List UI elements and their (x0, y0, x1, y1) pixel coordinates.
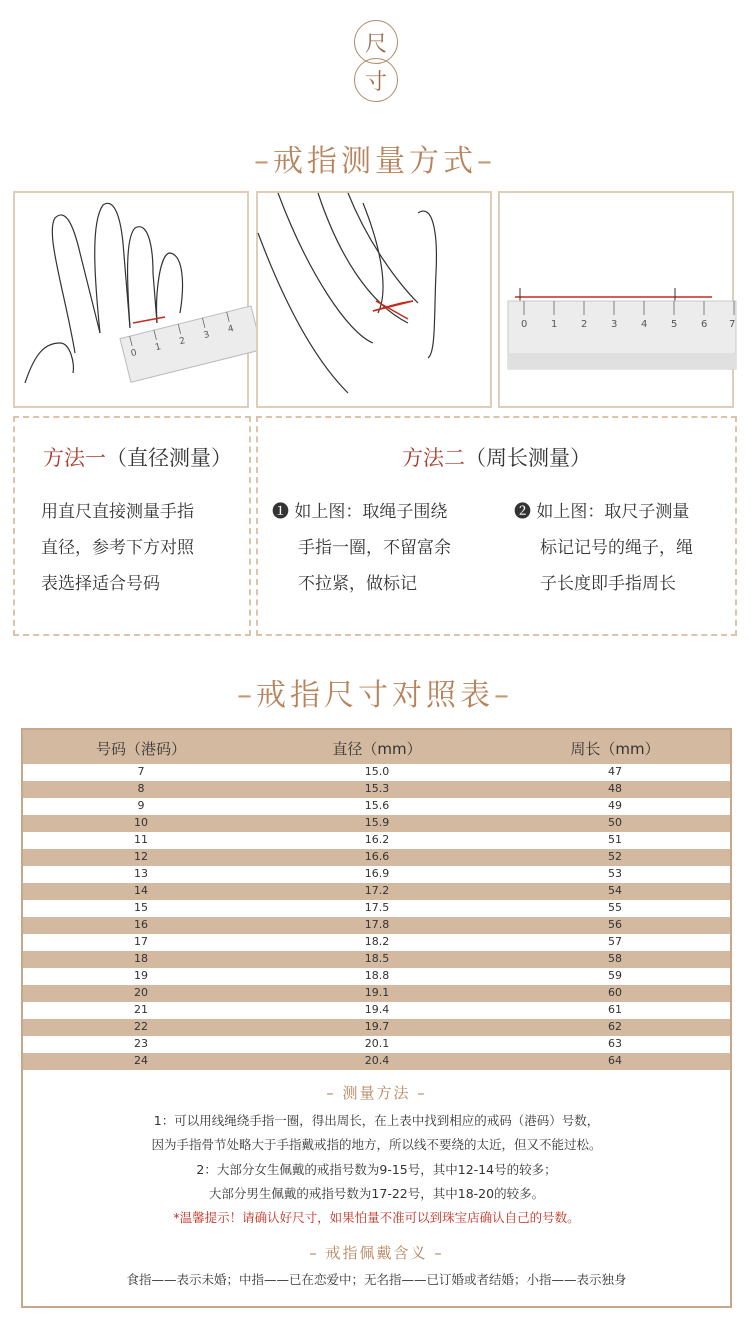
diameter-cell: 15.9 (364, 816, 390, 829)
method-one-text: 用直尺直接测量手指 直径，参考下方对照 表选择适合号码 (41, 502, 194, 594)
note-line-4: 大部分男生佩戴的戒指号数为17-22号，其中18-20的较多。 (208, 1186, 545, 1201)
size-cell: 21 (134, 1003, 148, 1016)
diameter-cell: 18.2 (364, 935, 390, 948)
table-row (23, 764, 730, 781)
ruler-b-tick-7: 7 (729, 319, 736, 330)
size-cell: 23 (134, 1037, 148, 1050)
table-row (23, 866, 730, 883)
diameter-cell: 17.5 (364, 901, 390, 914)
ruler-b-tick-5: 5 (671, 319, 678, 330)
size-cell: 11 (134, 833, 148, 846)
ruler-b-tick-6: 6 (701, 319, 708, 330)
circumference-cell: 60 (608, 986, 622, 999)
ruler-string-illustration (500, 193, 736, 410)
diameter-cell: 18.5 (364, 952, 390, 965)
table-row (23, 1002, 730, 1019)
circumference-cell: 57 (608, 935, 622, 948)
table-row (23, 1019, 730, 1036)
table-row (23, 832, 730, 849)
circumference-cell: 59 (608, 969, 622, 982)
size-cell: 15 (134, 901, 148, 914)
ruler-b-tick-4: 4 (641, 319, 648, 330)
size-cell: 13 (134, 867, 148, 880)
method-two-title: 方法二（周长测量） (402, 446, 591, 470)
diameter-cell: 17.2 (364, 884, 390, 897)
diameter-cell: 19.1 (364, 986, 390, 999)
circumference-cell: 51 (608, 833, 622, 846)
diameter-cell: 16.9 (364, 867, 390, 880)
size-cell: 18 (134, 952, 148, 965)
table-row (23, 968, 730, 985)
method-two-box (256, 416, 737, 636)
size-cell: 24 (134, 1054, 148, 1067)
circumference-cell: 64 (608, 1054, 622, 1067)
ring-meaning-text: 食指——表示未婚；中指——已在恋爱中；无名指——已订婚或者结婚；小指——表示独身 (126, 1272, 627, 1287)
diameter-cell: 15.3 (364, 782, 390, 795)
diameter-cell: 16.2 (364, 833, 390, 846)
method-two-step-1: ❶ 如上图：取绳子围绕 手指一圈，不留富余 不拉紧，做标记 (272, 502, 451, 594)
method-one-title: 方法一（直径测量） (43, 446, 232, 470)
note-line-3: 2：大部分女生佩戴的戒指号数为9-15号，其中12-14号的较多； (196, 1162, 557, 1177)
diameter-cell: 18.8 (364, 969, 390, 982)
warning-note: *温馨提示！请确认好尺寸，如果怕量不准可以到珠宝店确认自己的号数。 (173, 1210, 580, 1225)
size-chart-title: –戒指尺寸对照表– (237, 678, 513, 713)
illustration-ruler (498, 191, 734, 408)
table-header (23, 730, 730, 764)
step-1-number: ❶ (272, 502, 289, 522)
ring-meaning-title: – 戒指佩戴含义 – (309, 1244, 444, 1262)
size-cell: 17 (134, 935, 148, 948)
circumference-cell: 48 (608, 782, 622, 795)
ruler-a-tick-2: 2 (178, 336, 187, 348)
header-circumference: 周长（mm） (570, 740, 660, 758)
measure-method-title: –戒指测量方式– (254, 144, 496, 179)
finger-string-illustration (258, 193, 494, 410)
method-two-step-2: ❷ 如上图：取尺子测量 标记记号的绳子，绳 子长度即手指周长 (514, 502, 693, 594)
circumference-cell: 53 (608, 867, 622, 880)
diameter-cell: 15.6 (364, 799, 390, 812)
circumference-cell: 50 (608, 816, 622, 829)
ruler-a-tick-4: 4 (226, 323, 235, 336)
diameter-cell: 19.7 (364, 1020, 390, 1033)
circumference-cell: 61 (608, 1003, 622, 1016)
table-row (23, 985, 730, 1002)
ruler-b-tick-0: 0 (521, 319, 528, 330)
table-row (23, 1036, 730, 1053)
size-cell: 7 (137, 765, 145, 778)
table-row (23, 917, 730, 934)
hand-ruler-illustration (15, 193, 251, 410)
circumference-cell: 49 (608, 799, 622, 812)
header-diameter: 直径（mm） (332, 740, 422, 758)
diameter-cell: 20.1 (364, 1037, 390, 1050)
size-cell: 14 (134, 884, 148, 897)
ruler-a-tick-0: 0 (129, 348, 138, 360)
ruler-b-tick-1: 1 (551, 319, 558, 330)
step-2-number: ❷ (514, 502, 531, 522)
size-cell: 10 (134, 816, 148, 829)
size-cell: 19 (134, 969, 148, 982)
badge-chi: 尺 (354, 20, 398, 64)
table-row (23, 798, 730, 815)
ruler-b-tick-3: 3 (611, 319, 618, 330)
diameter-cell: 17.8 (364, 918, 390, 931)
size-cell: 8 (137, 782, 145, 795)
header-size: 号码（港码） (95, 740, 186, 758)
circumference-cell: 54 (608, 884, 622, 897)
size-cell: 22 (134, 1020, 148, 1033)
circumference-cell: 56 (608, 918, 622, 931)
table-row (23, 900, 730, 917)
ruler-a-tick-3: 3 (202, 329, 211, 342)
badge-cun: 寸 (354, 58, 398, 102)
note-line-1: 1：可以用线绳绕手指一圈，得出周长，在上表中找到相应的戒码（港码）号数， (153, 1113, 600, 1128)
measure-notes-title: – 测量方法 – (326, 1084, 427, 1102)
circumference-cell: 55 (608, 901, 622, 914)
method-one-box (13, 416, 251, 636)
table-row (23, 1053, 730, 1070)
circumference-cell: 62 (608, 1020, 622, 1033)
table-row (23, 951, 730, 968)
table-row (23, 781, 730, 798)
size-cell: 20 (134, 986, 148, 999)
circumference-cell: 47 (608, 765, 622, 778)
table-row (23, 883, 730, 900)
circumference-cell: 58 (608, 952, 622, 965)
diameter-cell: 15.0 (364, 765, 390, 778)
diameter-cell: 19.4 (364, 1003, 390, 1016)
size-cell: 12 (134, 850, 148, 863)
circumference-cell: 52 (608, 850, 622, 863)
size-chart-table (21, 728, 732, 1308)
ruler-a-tick-1: 1 (154, 342, 163, 354)
diameter-cell: 16.6 (364, 850, 390, 863)
note-line-2: 因为手指骨节处略大于手指戴戒指的地方，所以线不要绕的太近，但又不能过松。 (151, 1137, 602, 1152)
circumference-cell: 63 (608, 1037, 622, 1050)
size-cell: 16 (134, 918, 148, 931)
illustration-string (256, 191, 492, 408)
ruler-b-tick-2: 2 (581, 319, 588, 330)
table-row (23, 849, 730, 866)
illustration-diameter (13, 191, 249, 408)
diameter-cell: 20.4 (364, 1054, 390, 1067)
table-row (23, 815, 730, 832)
table-row (23, 934, 730, 951)
size-cell: 9 (137, 799, 145, 812)
